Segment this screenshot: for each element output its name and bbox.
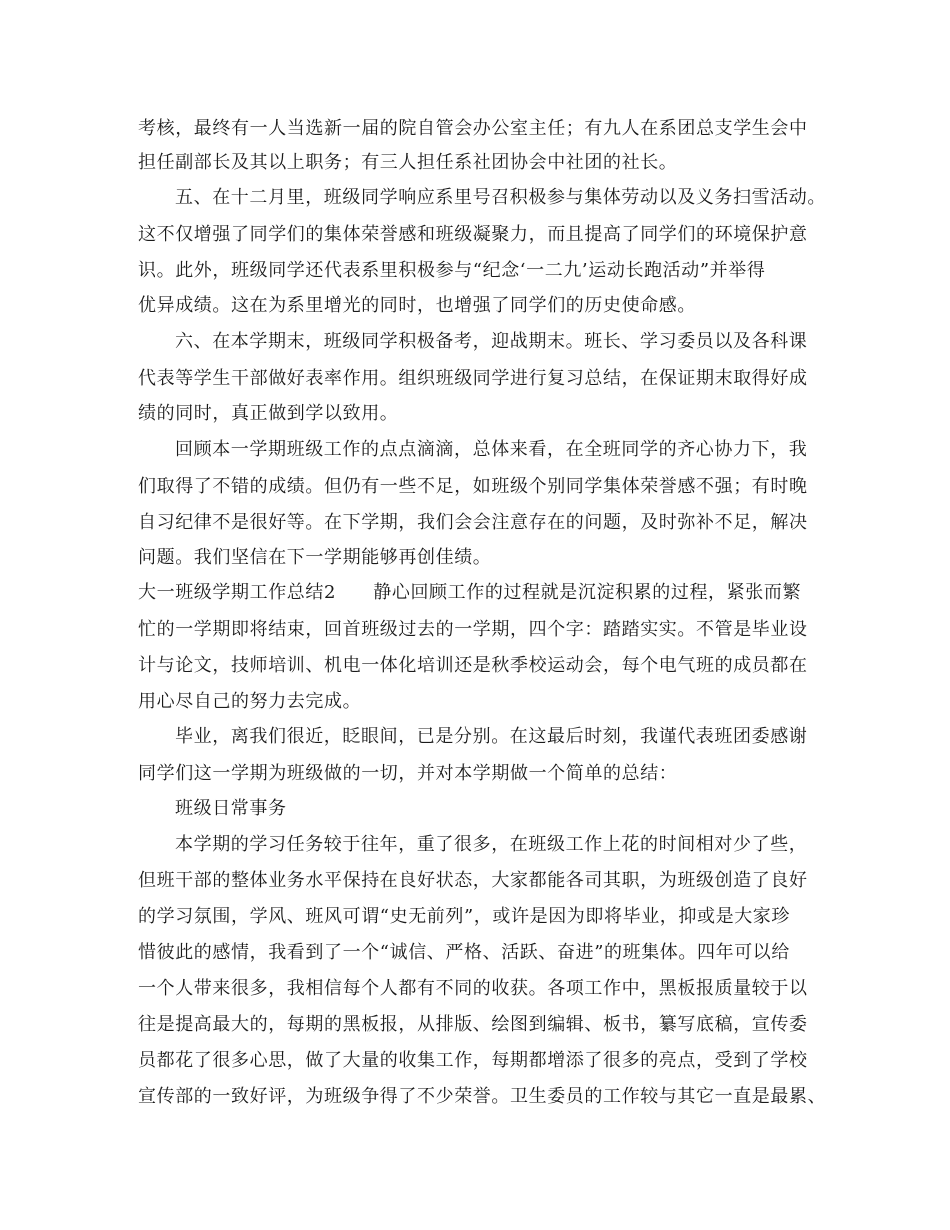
- text-line: 这不仅增强了同学们的集体荣誉感和班级凝聚力，而且提高了同学们的环境保护意: [138, 224, 808, 245]
- text-line: 宣传部的一致好评，为班级争得了不少荣誉。卫生委员的工作较与其它一直是最累、: [138, 1086, 827, 1107]
- text-line: 但班干部的整体业务水平保持在良好状态，大家都能各司其职，为班级创造了良好: [138, 870, 808, 891]
- paragraph-start-line: 回顾本一学期班级工作的点点滴滴，总体来看，在全班同学的齐心协力下，我: [175, 439, 808, 460]
- section-heading-line: 大一班级学期工作总结2 静心回顾工作的过程就是沉淀积累的过程，紧张而繁: [138, 582, 802, 603]
- text-line: 用心尽自己的努力去完成。: [138, 691, 362, 712]
- text-line: 往是提高最大的，每期的黑板报，从排版、绘图到编辑、板书，纂写底稿，宣传委: [138, 1014, 808, 1035]
- paragraph-start-line: 六、在本学期末，班级同学积极备考，迎战期末。班长、学习委员以及各科课: [175, 331, 808, 352]
- text-line: 优异成绩。这在为系里增光的同时，也增强了同学们的历史使命感。: [138, 295, 696, 316]
- text-line: 们取得了不错的成绩。但仍有一些不足，如班级个别同学集体荣誉感不强；有时晚: [138, 476, 808, 497]
- text-line: 代表等学生干部做好表率作用。组织班级同学进行复习总结，在保证期末取得好成: [138, 368, 808, 389]
- paragraph-start-line: 毕业，离我们很近，眨眼间，已是分别。在这最后时刻，我谨代表班团委感谢: [175, 726, 808, 747]
- text-line: 考核，最终有一人当选新一届的院自管会办公室主任；有九人在系团总支学生会中: [138, 118, 808, 139]
- subheading-line: 班级日常事务: [175, 798, 287, 819]
- text-line: 忙的一学期即将结束，回首班级过去的一学期，四个字：踏踏实实。不管是毕业设: [138, 619, 808, 640]
- text-line: 一个人带来很多，我相信每个人都有不同的收获。各项工作中，黑板报质量较于以: [138, 978, 808, 999]
- paragraph-start-line: 本学期的学习任务较于往年，重了很多，在班级工作上花的时间相对少了些，: [175, 834, 808, 855]
- text-line: 自习纪律不是很好等。在下学期，我们会会注意存在的问题，及时弥补不足，解决: [138, 512, 808, 533]
- text-line: 计与论文，技师培训、机电一体化培训还是秋季校运动会，每个电气班的成员都在: [138, 655, 808, 676]
- text-line: 的学习氛围，学风、班风可谓“史无前列”，或许是因为即将毕业，抑或是大家珍: [138, 906, 791, 927]
- text-line: 同学们这一学期为班级做的一切，并对本学期做一个简单的总结：: [138, 763, 678, 784]
- text-line: 绩的同时，真正做到学以致用。: [138, 403, 399, 424]
- text-line: 惜彼此的感情，我看到了一个“诚信、严格、活跃、奋进”的班集体。四年可以给: [138, 942, 791, 963]
- paragraph-start-line: 五、在十二月里，班级同学响应系里号召积极参与集体劳动以及义务扫雪活动。: [175, 187, 826, 208]
- text-line: 员都花了很多心思，做了大量的收集工作，每期都增添了很多的亮点，受到了学校: [138, 1050, 808, 1071]
- text-line: 问题。我们坚信在下一学期能够再创佳绩。: [138, 547, 492, 568]
- text-line: 识。此外，班级同学还代表系里积极参与“纪念‘一二九’运动长跑活动”并举得: [138, 260, 766, 281]
- text-line: 担任副部长及其以上职务；有三人担任系社团协会中社团的社长。: [138, 152, 678, 173]
